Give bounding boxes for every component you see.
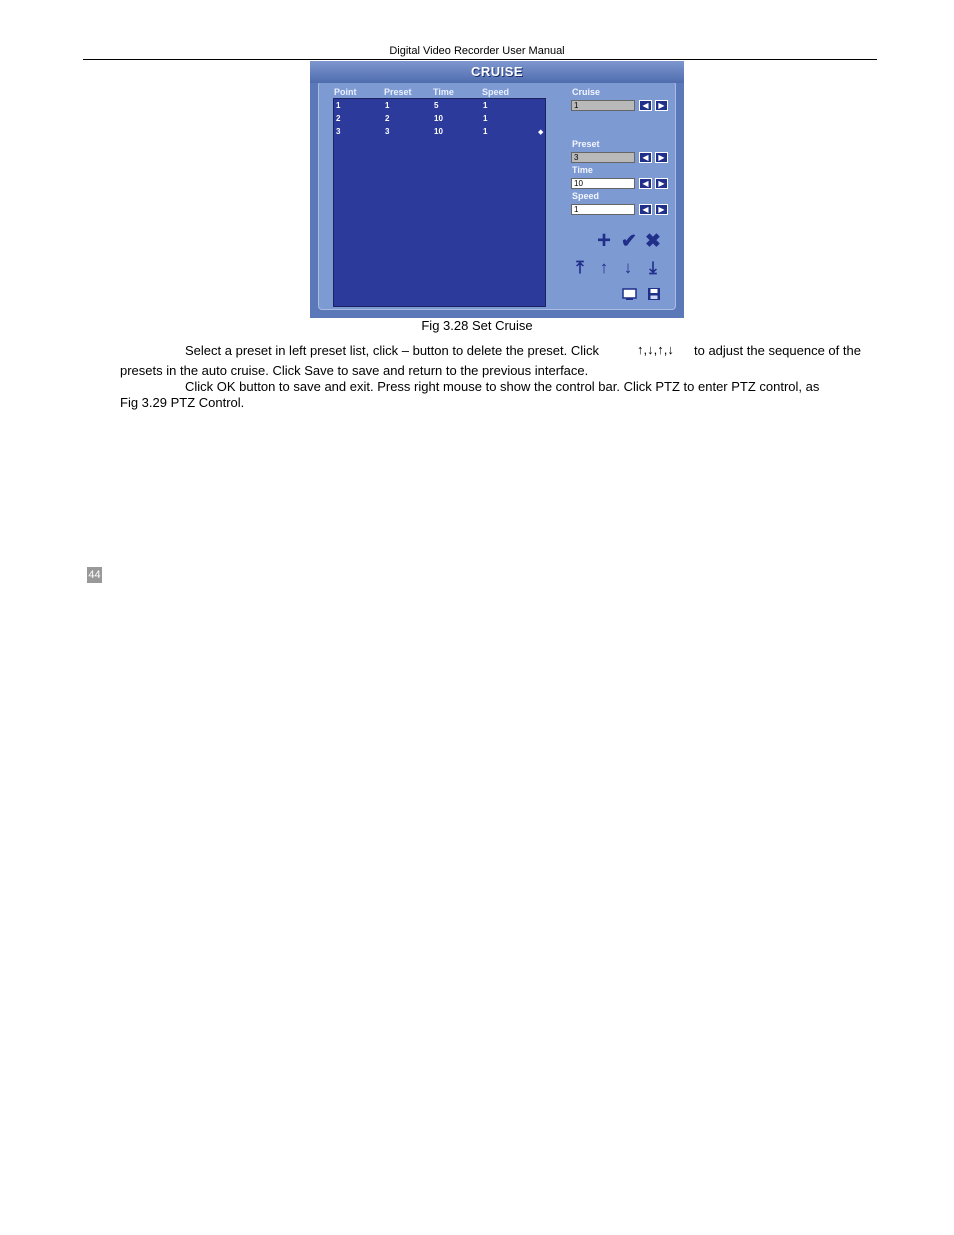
cell-speed: 1	[483, 101, 488, 110]
manual-header-title: Digital Video Recorder User Manual	[389, 45, 565, 57]
preset-prev-button[interactable]: ◀	[639, 152, 652, 163]
time-next-button[interactable]: ▶	[655, 178, 668, 189]
arrow-buttons-text: ↑,↓,↑,↓	[637, 342, 674, 357]
cell-point: 3	[336, 127, 341, 136]
check-icon[interactable]: ✔	[621, 231, 637, 252]
column-header-speed[interactable]: Speed	[482, 87, 510, 97]
move-top-icon[interactable]: ⤒	[576, 258, 584, 277]
move-bottom-icon[interactable]: ⤓	[649, 258, 657, 277]
time-label: Time	[572, 165, 593, 175]
cell-time: 5	[434, 101, 439, 110]
preset-next-button[interactable]: ▶	[655, 152, 668, 163]
time-prev-button[interactable]: ◀	[639, 178, 652, 189]
header-rule	[83, 59, 877, 60]
move-down-icon[interactable]: ↓	[623, 258, 633, 277]
paragraph-2-line-1: Click OK button to save and exit. Press right mouse to show the control bar. Click PTZ to enter PTZ control, as	[185, 379, 820, 394]
cell-time: 10	[434, 127, 443, 136]
cell-point: 2	[336, 114, 341, 123]
preset-label: Preset	[572, 139, 600, 149]
window-title: CRUISE	[470, 64, 524, 79]
paragraph-1-line-2: presets in the auto cruise. Click Save to save and return to the previous interface.	[120, 363, 589, 378]
cell-preset: 2	[385, 114, 390, 123]
paragraph-2-line-2: Fig 3.29 PTZ Control.	[120, 395, 245, 410]
monitor-icon[interactable]	[622, 288, 637, 301]
cell-time: 10	[434, 114, 443, 123]
list-item[interactable]	[334, 101, 545, 113]
save-icon[interactable]	[647, 287, 661, 301]
cruise-window	[310, 61, 684, 318]
cruise-field[interactable]: 1	[571, 100, 635, 111]
speed-prev-button[interactable]: ◀	[639, 204, 652, 215]
cell-speed: 1	[483, 127, 488, 136]
x-icon[interactable]: ✖	[645, 231, 661, 252]
cruise-point-list[interactable]	[333, 98, 546, 307]
move-up-icon[interactable]: ↑	[599, 258, 609, 277]
page-number: 44	[88, 569, 101, 581]
time-field[interactable]: 10	[571, 178, 635, 189]
figure-caption: Fig 3.28 Set Cruise	[421, 318, 533, 333]
cell-preset: 3	[385, 127, 390, 136]
plus-icon[interactable]: +	[596, 227, 611, 254]
cruise-next-button[interactable]: ▶	[655, 100, 668, 111]
column-header-preset[interactable]: Preset	[384, 87, 412, 97]
paragraph-1-part-2: to adjust the sequence of the	[694, 343, 861, 358]
cruise-prev-button[interactable]: ◀	[639, 100, 652, 111]
cruise-label: Cruise	[572, 87, 601, 97]
speed-label: Speed	[572, 191, 600, 201]
window-titlebar	[310, 61, 684, 83]
selected-row-icon: ◆	[538, 129, 544, 136]
column-header-point[interactable]: Point	[334, 87, 357, 97]
speed-next-button[interactable]: ▶	[655, 204, 668, 215]
paragraph-1-part-1: Select a preset in left preset list, click – button to delete the preset. Click	[185, 343, 600, 358]
list-item[interactable]	[334, 127, 545, 139]
cell-point: 1	[336, 101, 341, 110]
speed-field[interactable]: 1	[571, 204, 635, 215]
cell-speed: 1	[483, 114, 488, 123]
preset-field[interactable]: 3	[571, 152, 635, 163]
list-item[interactable]	[334, 114, 545, 126]
cell-preset: 1	[385, 101, 390, 110]
column-header-time[interactable]: Time	[433, 87, 454, 97]
